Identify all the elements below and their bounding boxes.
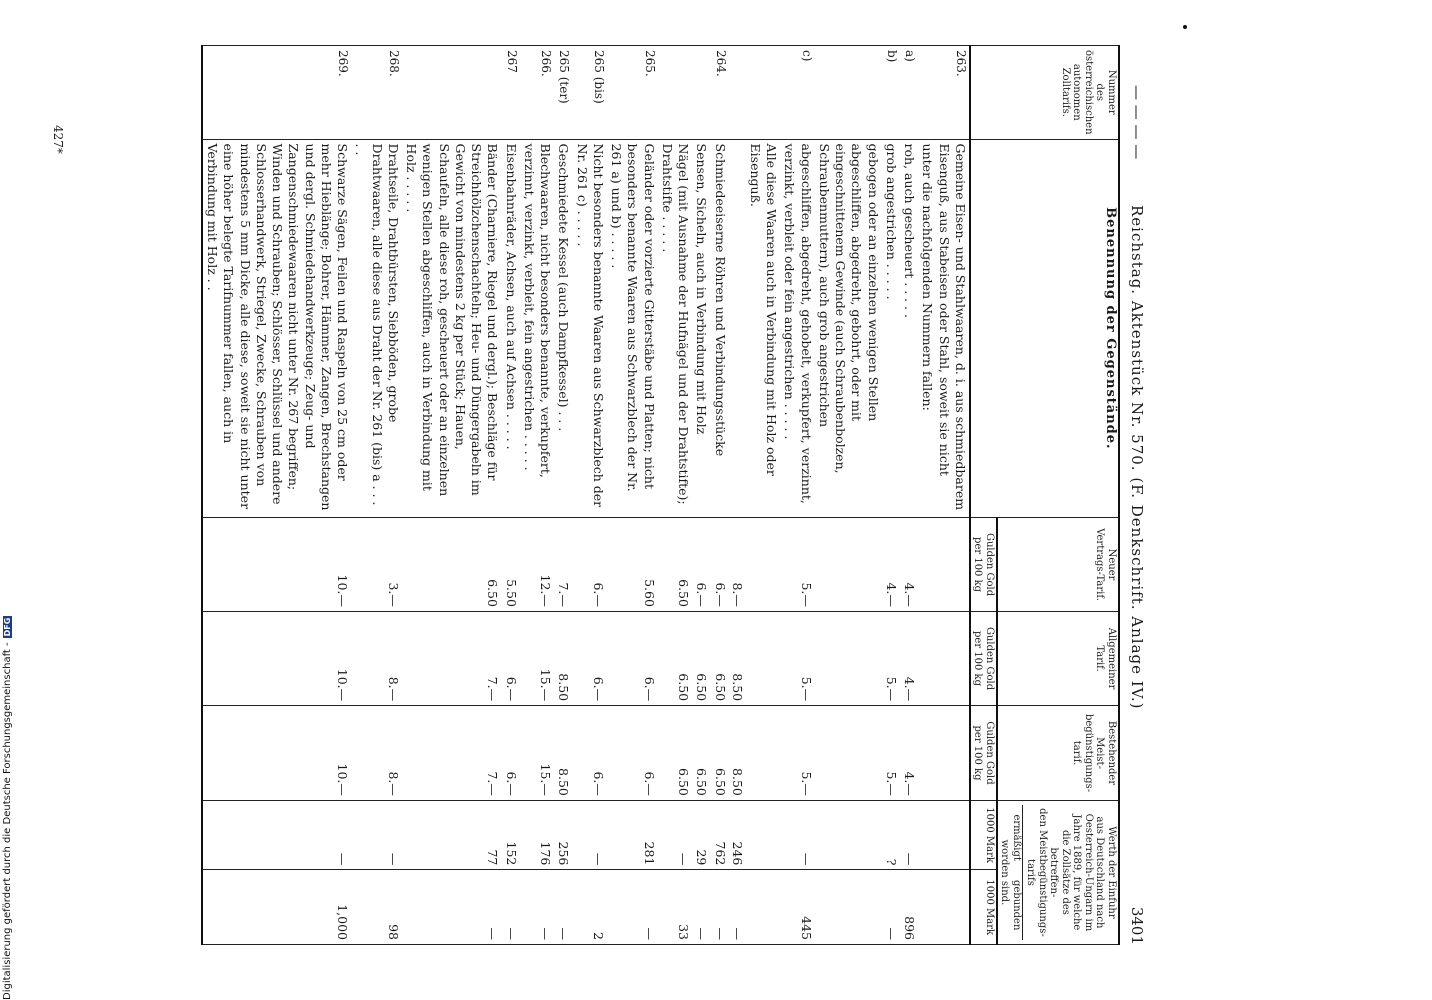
col-nr-line: österreichischen [1083,50,1094,135]
unit-line: Gulden Gold [984,532,995,597]
row-number: 263. [918,46,970,140]
running-header [1124,85,1150,945]
row-description: grob angestrichen . . . . . [882,139,900,518]
row-meist-tarif: 15.— [520,706,555,801]
row-allgemeiner-tarif [918,611,970,705]
row-werth-ermaessigt: 152 [502,800,520,870]
row-werth-ermaessigt: 762 [711,800,729,870]
table-row [780,46,815,945]
row-allgemeiner-tarif: 4.— [900,611,918,705]
table-row [351,46,402,945]
col-desc-header: Benennung der Gegenstände. [970,139,1119,518]
table-row [692,46,710,945]
row-meist-tarif: 6.50 [711,706,729,801]
tariff-table [201,45,1120,945]
row-number: 264. [711,46,729,140]
row-number: a) [900,46,918,140]
row-number: 265 (bis) [573,46,608,140]
page-number: 3401 [1128,906,1146,945]
row-number [658,46,693,140]
row-neuer-tarif: 6.50 [402,518,502,612]
row-neuer-tarif: 5.60 [607,518,658,612]
unit-line: Gulden Gold [984,721,995,785]
row-number: c) [780,46,815,140]
dfg-logo: DFG [3,617,12,637]
row-werth-gebunden: — [729,870,746,945]
table-body [202,46,970,945]
row-meist-tarif: 6.50 [692,706,710,801]
row-neuer-tarif: 4.— [882,518,900,612]
header-title: Reichstag. Aktenstück Nr. 570. (F. Denkschrift. Anlage IV.) [1128,205,1146,710]
row-werth-ermaessigt: 281 [607,800,658,870]
row-allgemeiner-tarif: 8.50 [554,611,572,705]
row-allgemeiner-tarif: 8.— [351,611,402,705]
row-allgemeiner-tarif: 7.— [402,611,502,705]
col-nr-line: Zolltarifs. [1060,67,1071,117]
row-werth-gebunden [815,870,882,945]
row-meist-tarif: 6.— [607,706,658,801]
col-nr-header [970,46,1119,140]
col-neuer-line: Vertrags-Tarif. [1094,528,1106,601]
row-werth-gebunden: — [882,870,900,945]
col-allg-unit [970,611,997,705]
row-werth-gebunden: — [520,870,555,945]
row-description: abgeschliffen, abgedreht, gehobelt, verkupfert, verzinnt, verzinkt, verbleit oder fein angestrichen . . . . . [780,139,815,518]
col-werth-unit1: 1000 Mark [970,800,997,870]
table-row [573,46,608,945]
row-neuer-tarif: 4.— [900,518,918,612]
col-werth-line: Werth der Einfuhr [1106,826,1117,919]
row-werth-ermaessigt: — [351,800,402,870]
row-neuer-tarif: 5.50 [502,518,520,612]
row-number [746,46,781,140]
row-neuer-tarif: 6.— [692,518,710,612]
row-werth-gebunden: 445 [780,870,815,945]
row-number [729,46,746,140]
row-neuer-tarif: 8.— [729,518,746,612]
row-meist-tarif: 8.— [351,706,402,801]
row-neuer-tarif [918,518,970,612]
unit-line: per 100 kg [972,537,984,593]
row-description: Sensen, Sicheln, auch in Verbindung mit Holz [692,139,710,518]
row-meist-tarif: 6.50 [658,706,693,801]
row-description: gebogen oder an einzelnen wenigen Stellen abgeschliffen, abgedreht, gebohrt, oder mit eingeschnittenem Gewinde (auch Schraubenbolzen, Schraubenmuttern), auch grob angestrichen [815,139,882,518]
table-row [815,46,882,945]
row-allgemeiner-tarif: 6.— [573,611,608,705]
table-row [658,46,693,945]
table-row [607,46,658,945]
row-werth-gebunden: 98 [351,870,402,945]
col-werth-unit2: 1000 Mark [970,870,997,945]
rotated-content [0,45,1150,945]
row-description: Bänder (Charniere, Riegel und dergl.); Beschläge für Streichhölzchenschachteln; Heu- und Düngergabeln im Gewicht von mindestens 2 kg per Stück; Hauen, Schaufeln, alle diese roh, gescheuert oder an einzelnen wenigen Stellen abgeschliffen, auch in Verbindung mit Holz . . . . . [402,139,502,518]
col-neuer-unit [970,518,997,612]
row-werth-ermaessigt: ? [882,800,900,870]
col-werth-sub: gebunden [1011,880,1022,931]
scanned-page [51,0,1150,1000]
row-description: Nägel (mit Ausnahme der Hufnägel und der Drahtstifte); Drahtstifte . . . . . [658,139,693,518]
col-meist-line: Meist- [1094,737,1106,769]
row-werth-ermaessigt: 176 [520,800,555,870]
row-werth-ermaessigt: — [573,800,608,870]
table-row [554,46,572,945]
row-werth-ermaessigt: 29 [692,800,710,870]
col-werth-line: die Zollsätze des betreffen- [1048,829,1071,915]
row-werth-gebunden: — [607,870,658,945]
digitization-credit [2,0,16,1000]
row-werth-ermaessigt [815,800,882,870]
header-dashes: — — — — [1128,85,1146,160]
row-allgemeiner-tarif [815,611,882,705]
table-row [502,46,520,945]
row-neuer-tarif: 3.— [351,518,402,612]
row-number [402,46,502,140]
table-row [918,46,970,945]
table-row [520,46,555,945]
row-neuer-tarif [815,518,882,612]
row-neuer-tarif: 12.— [520,518,555,612]
row-allgemeiner-tarif: 5.— [780,611,815,705]
row-description: Drahtseile, Drahtbürsten, Siebböden, grobe Drahtwaaren, alle diese aus Draht der Nr. 261 (bis) a . . . . . [351,139,402,518]
row-werth-ermaessigt: — [900,800,918,870]
col-meist-header [997,706,1119,801]
col-neuer-line: Neuer [1106,548,1117,581]
row-number: 265 (ter) [554,46,572,140]
row-description: Blechwaaren, nicht besonders benannte, verkupfert, verzinnt, verzinkt, verbleit, fein angestrichen . . . . . [520,139,555,518]
row-description: Geländer oder vorzierte Gitterstäbe und Platten; nicht besonders benannte Waaren aus Schwarzblech der Nr. 261 a) und b) . . . . . [607,139,658,518]
col-meist-line: begünstigungs- [1083,713,1094,793]
row-werth-gebunden: — [711,870,729,945]
table-row [746,46,781,945]
col-werth-line: Jahre 1889, für welche [1071,814,1083,931]
row-werth-gebunden: — [502,870,520,945]
row-werth-ermaessigt: — [658,800,693,870]
row-meist-tarif: 8.50 [729,706,746,801]
row-number: 267 [502,46,520,140]
row-meist-tarif: 6.— [502,706,520,801]
row-allgemeiner-tarif: 15.— [520,611,555,705]
row-werth-ermaessigt: 246 [729,800,746,870]
row-number: b) [882,46,900,140]
row-allgemeiner-tarif: 6.50 [711,611,729,705]
row-allgemeiner-tarif: 6.— [502,611,520,705]
row-werth-ermaessigt: 77 [402,800,502,870]
row-meist-tarif: 5.— [882,706,900,801]
row-werth-gebunden: — [402,870,502,945]
row-description [729,139,746,518]
row-meist-tarif: 10.— [202,706,351,801]
col-werth-line: den Meistbegünstigungs- [1037,808,1048,937]
col-werth-line: aus Deutschland nach [1094,816,1106,929]
ink-dot [1183,25,1187,29]
row-meist-tarif [815,706,882,801]
row-number: 269. [202,46,351,140]
row-werth-ermaessigt: — [780,800,815,870]
row-allgemeiner-tarif: 8.50 [729,611,746,705]
col-werth-line: tarifs [1025,859,1037,886]
row-neuer-tarif: 6.— [573,518,608,612]
table-row [402,46,502,945]
col-werth-sub: ermäßigt [1011,814,1022,861]
row-werth-gebunden: 1,000 [202,870,351,945]
row-werth-gebunden: 896 [900,870,918,945]
row-description: roh, auch gescheuert . . . . . [900,139,918,518]
table-row [729,46,746,945]
row-allgemeiner-tarif: 10.— [202,611,351,705]
row-meist-tarif [746,706,781,801]
row-meist-tarif: 6.— [573,706,608,801]
table-row [900,46,918,945]
row-description: Alle diese Waaren auch in Verbindung mit Holz oder Eisenguß. [746,139,781,518]
row-neuer-tarif [746,518,781,612]
row-meist-tarif [918,706,970,801]
row-neuer-tarif: 5.— [780,518,815,612]
col-werth-subheads [1011,805,1024,940]
unit-line: per 100 kg [972,725,984,781]
col-allg-line: Allgemeiner [1106,627,1117,690]
row-allgemeiner-tarif: 6.50 [658,611,693,705]
row-neuer-tarif: 6.50 [658,518,693,612]
col-neuer-header [997,518,1119,612]
col-werth-line: Oesterreich-Ungarn im [1083,813,1094,932]
page-footer: 427* [51,125,65,154]
row-neuer-tarif: 6.— [711,518,729,612]
col-werth-sub: worden sind. [999,839,1011,906]
col-allg-line: Tarif. [1094,645,1106,672]
row-werth-gebunden: 2 [573,870,608,945]
row-number: 266. [520,46,555,140]
row-werth-gebunden [918,870,970,945]
row-meist-tarif: 4.— [900,706,918,801]
table-row [202,46,351,945]
col-nr-line: des [1094,83,1106,101]
row-werth-gebunden: — [692,870,710,945]
row-werth-gebunden: — [554,870,572,945]
row-description: Schwarze Sägen, Feilen und Raspeln von 25 cm oder mehr Hieblänge; Bohrer, Hämmer, Zangen, Brechstangen und dergl. Schmiedehandwerkzeuge; Zeug- und Zangenschmiedewaaren nicht unter Nr. 267 begriffen; Winden und Schrauben; Schlösser, Schlüssel und andere Schlosserhandwerk, Striegel, Zwecke, Schrauben von mindestens 5 mm Dicke, alle diese, soweit sie nicht unter eine höher belegte Tarifnummer fallen, auch in Verbindung mit Holz . . [202,139,351,518]
row-neuer-tarif: 10.— [202,518,351,612]
row-description: Geschmiedete Kessel (auch Dampfkessel) . . . [554,139,572,518]
row-neuer-tarif: 7.— [554,518,572,612]
row-werth-gebunden: 33 [658,870,693,945]
row-number [815,46,882,140]
row-meist-tarif: 8.50 [554,706,572,801]
col-meist-unit [970,706,997,801]
row-description: Gemeine Eisen- und Stahlwaaren, d. i. aus schmiedbarem Eisenguß, aus Stabeisen oder Stahl, soweit sie nicht unter die nachfolgenden Nummern fallen: [918,139,970,518]
row-meist-tarif: 5.— [780,706,815,801]
table-row [882,46,900,945]
row-description: Nicht besonders benannte Waaren aus Schwarzblech der Nr. 261 c) . . . . . [573,139,608,518]
row-description: Schmiedeeiserne Röhren und Verbindungsstücke [711,139,729,518]
row-werth-ermaessigt [746,800,781,870]
header-row [997,46,1119,945]
row-allgemeiner-tarif [746,611,781,705]
col-werth-header [997,800,1119,944]
unit-line: Gulden Gold [984,626,995,691]
row-allgemeiner-tarif: 6.— [607,611,658,705]
col-nr-line: Nummer [1106,69,1117,115]
col-meist-line: Bestehender [1106,720,1117,786]
row-allgemeiner-tarif: 6.50 [692,611,710,705]
col-nr-line: autonomen [1071,63,1083,121]
row-description: Eisenbahnräder, Achsen, auch auf Achsen . . . . . [502,139,520,518]
table-row [711,46,729,945]
row-werth-ermaessigt: 256 [554,800,572,870]
unit-line: per 100 kg [972,631,984,687]
row-allgemeiner-tarif: 5.— [882,611,900,705]
row-number [692,46,710,140]
col-meist-line: tarif. [1071,740,1083,766]
col-allg-header [997,611,1119,705]
row-number: 268. [351,46,402,140]
row-number: 265. [607,46,658,140]
credit-text: Digitalisierung gefördert durch die Deutsche Forschungsgemeinschaft - [2,642,13,1000]
row-werth-gebunden [746,870,781,945]
row-meist-tarif: 7.— [402,706,502,801]
row-werth-ermaessigt: — [202,800,351,870]
row-werth-ermaessigt [918,800,970,870]
